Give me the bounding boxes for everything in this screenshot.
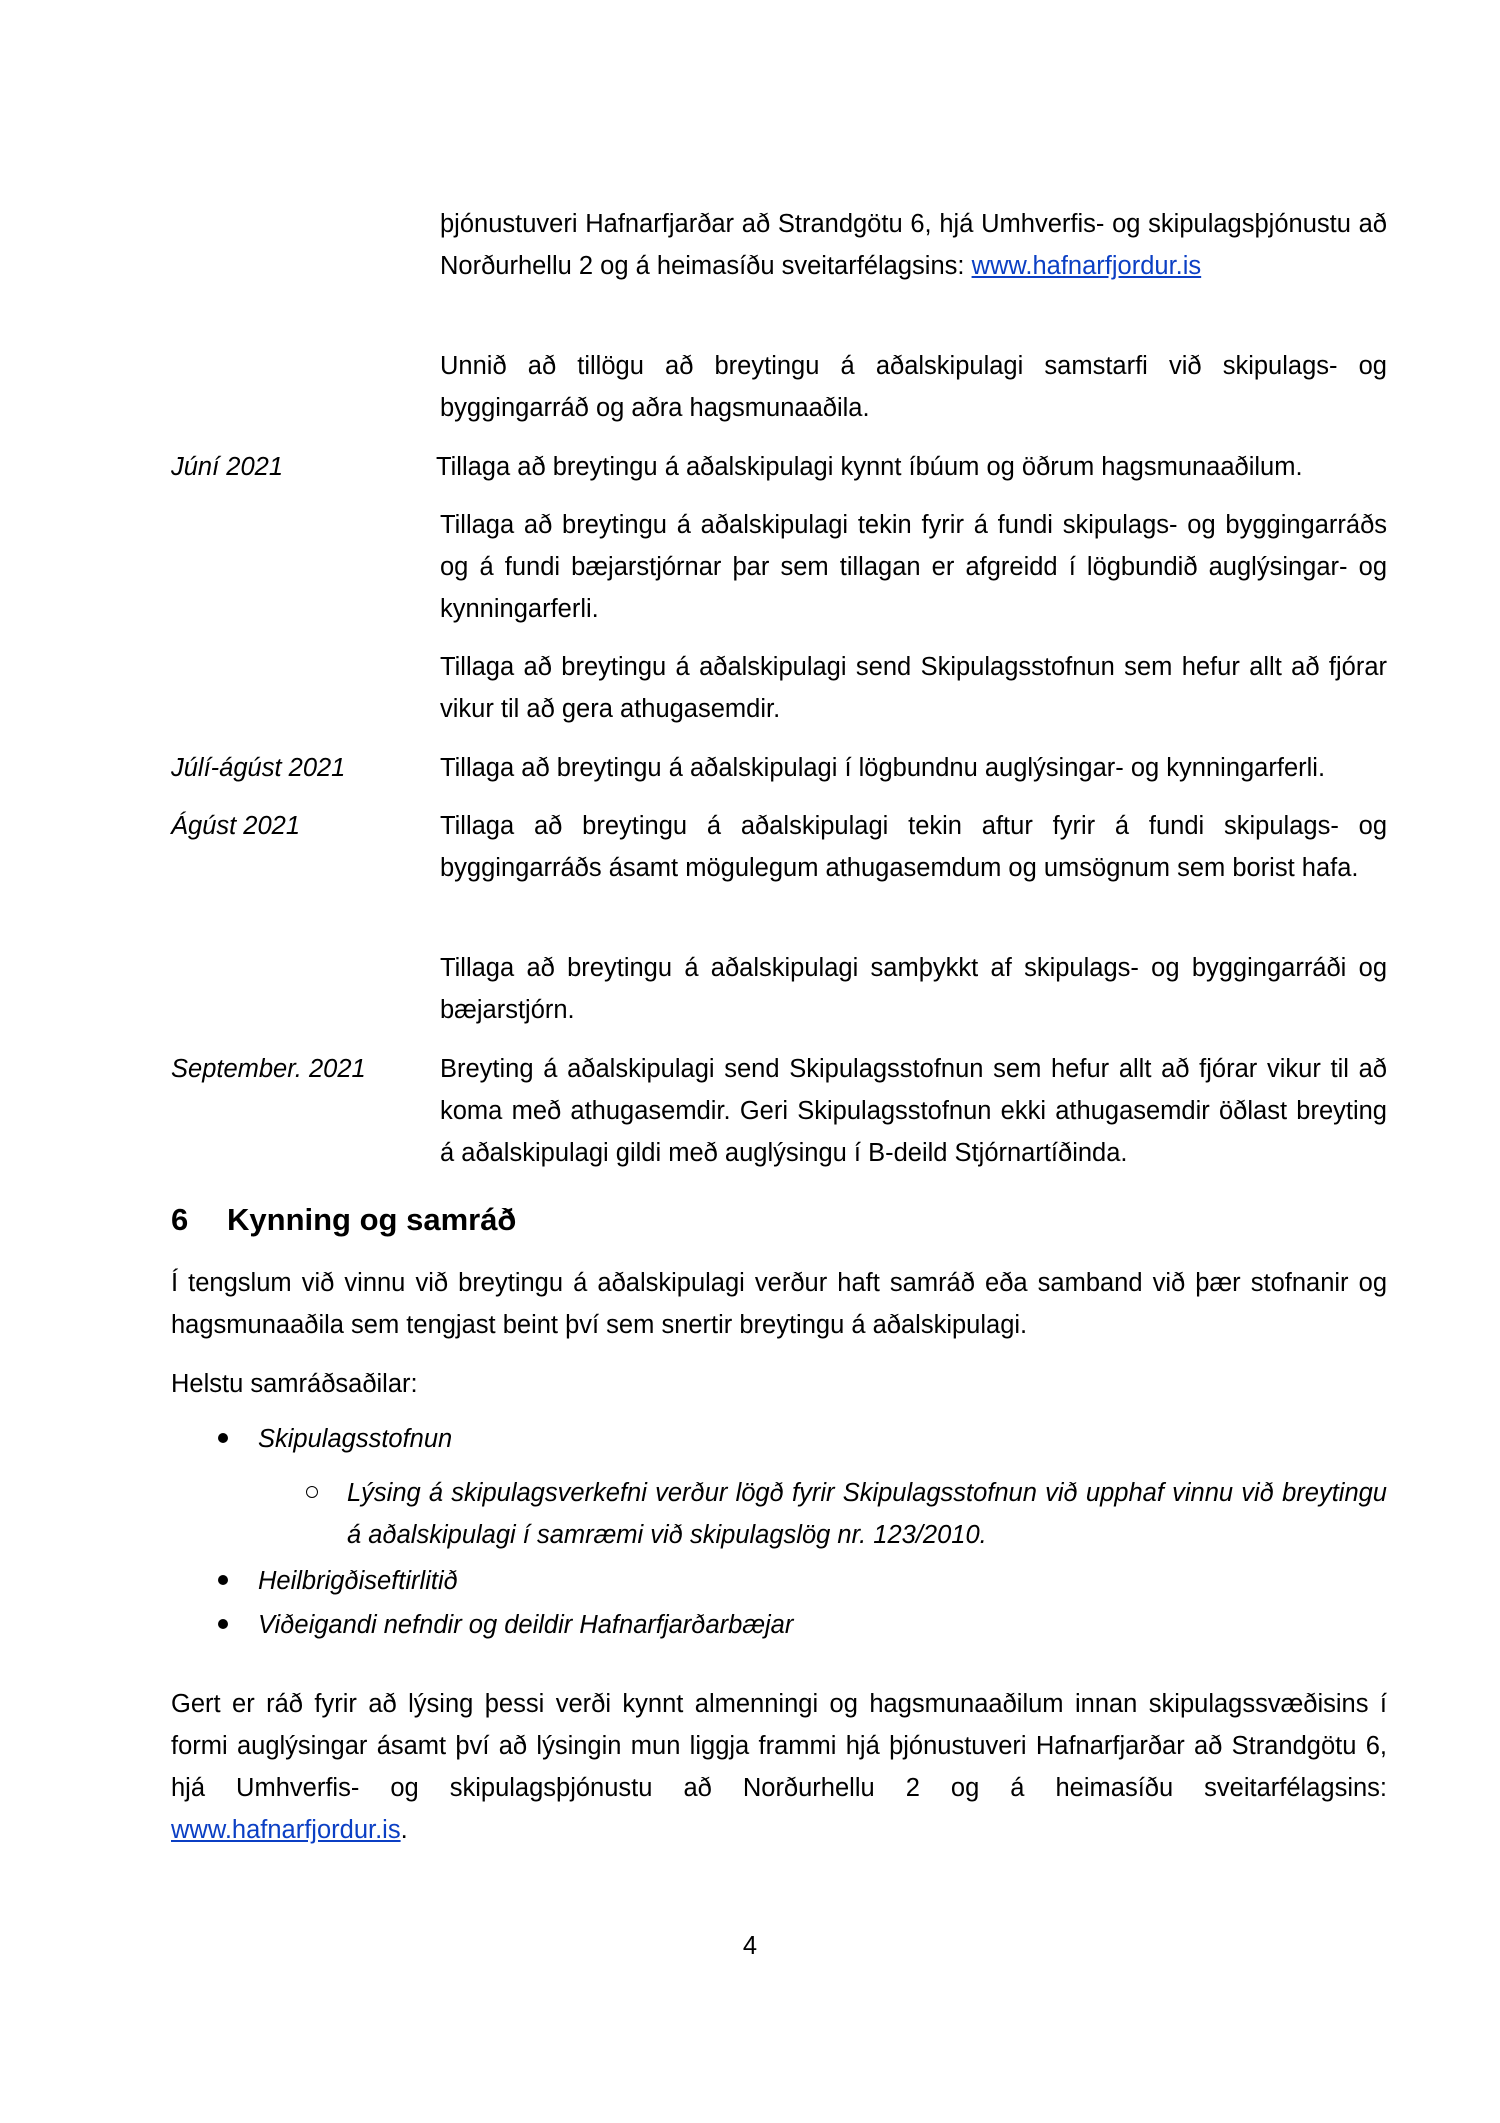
bullet-item-nefndir: Viðeigandi nefndir og deildir Hafnarfjarðarbæjar	[258, 1611, 794, 1639]
text-agust-2021: Tillaga að breytingu á aðalskipulagi tekin aftur fyrir á fundi skipulags- og byggingarráðs ásamt mögulegum athugasemdum og umsögnum sem borist hafa.	[440, 812, 1387, 882]
bullet-dot-icon	[218, 1619, 228, 1629]
date-agust-2021: Ágúst 2021	[171, 812, 301, 840]
section-number: 6	[171, 1202, 189, 1237]
text-juli-agust-2021: Tillaga að breytingu á aðalskipulagi í lögbundnu auglýsingar- og kynningarferli.	[440, 754, 1326, 782]
section-title: Kynning og samráð	[227, 1202, 517, 1237]
paragraph-unnid: Unnið að tillögu að breytingu á aðalskipulagi samstarfi við skipulags- og byggingarráð og aðra hagsmunaaðila.	[440, 352, 1387, 422]
bullet-dot-icon	[218, 1575, 228, 1585]
bullet-dot-icon	[218, 1433, 228, 1443]
date-juni-2021: Júní 2021	[171, 453, 284, 481]
closing-paragraph	[171, 1683, 1387, 1851]
text-juni-2021: Tillaga að breytingu á aðalskipulagi kynnt íbúum og öðrum hagsmunaaðilum.	[436, 453, 1303, 481]
intro-website-link[interactable]: www.hafnarfjordur.is	[971, 252, 1202, 280]
section-heading	[171, 1199, 1387, 1241]
sub-bullet-circle-icon	[306, 1486, 318, 1498]
bullet-item-heilbrigdiseftirlitid: Heilbrigðiseftirlitið	[258, 1567, 458, 1595]
date-juli-agust-2021: Júlí-ágúst 2021	[171, 754, 346, 782]
intro-text: þjónustuveri Hafnarfjarðar að Strandgötu 6, hjá Umhverfis- og skipulagsþjónustu að Norðurhellu 2 og á heimasíðu sveitarfélagsins:	[440, 210, 1387, 280]
section-paragraph: Í tengslum við vinnu við breytingu á aðalskipulagi verður haft samráð eða samband við þær stofnanir og hagsmunaaðila sem tengjast beint því sem snertir breytingu á aðalskipulagi.	[171, 1269, 1387, 1339]
paragraph-tekin-fyrir: Tillaga að breytingu á aðalskipulagi tekin fyrir á fundi skipulags- og byggingarráðs og á fundi bæjarstjórnar þar sem tillagan er afgreidd í lögbundið auglýsingar- og kynningarferli.	[440, 511, 1387, 623]
paragraph-send-skipulagsstofnun: Tillaga að breytingu á aðalskipulagi send Skipulagsstofnun sem hefur allt að fjórar vikur til að gera athugasemdir.	[440, 653, 1387, 723]
sub-bullet-item-lysing: Lýsing á skipulagsverkefni verður lögð fyrir Skipulagsstofnun við upphaf vinnu við breytingu á aðalskipulagi í samræmi við skipulagslög nr. 123/2010.	[347, 1479, 1387, 1549]
bullet-item-skipulagsstofnun: Skipulagsstofnun	[258, 1425, 453, 1453]
date-september-2021: September. 2021	[171, 1055, 366, 1083]
list-heading: Helstu samráðsaðilar:	[171, 1370, 418, 1398]
page-number: 4	[742, 1932, 758, 1960]
intro-paragraph	[440, 203, 1387, 287]
closing-text: Gert er ráð fyrir að lýsing þessi verði kynnt almenningi og hagsmunaaðilum innan skipulagssvæðisins í formi auglýsingar ásamt því að lýsingin mun liggja frammi hjá þjónustuveri Hafnarfjarðar að Strandgötu 6, hjá Umhverfis- og skipulagsþjónustu að Norðurhellu 2 og á heimasíðu sveitarfélagsins:	[171, 1690, 1387, 1802]
paragraph-samthykkt: Tillaga að breytingu á aðalskipulagi samþykkt af skipulags- og byggingarráði og bæjarstjórn.	[440, 954, 1387, 1024]
closing-period: .	[400, 1816, 408, 1844]
text-september-2021: Breyting á aðalskipulagi send Skipulagsstofnun sem hefur allt að fjórar vikur til að koma með athugasemdir. Geri Skipulagsstofnun ekki athugasemdir öðlast breyting á aðalskipulagi gildi með auglýsingu í B-deild Stjórnartíðinda.	[440, 1055, 1387, 1167]
closing-website-link[interactable]: www.hafnarfjordur.is	[171, 1816, 401, 1844]
